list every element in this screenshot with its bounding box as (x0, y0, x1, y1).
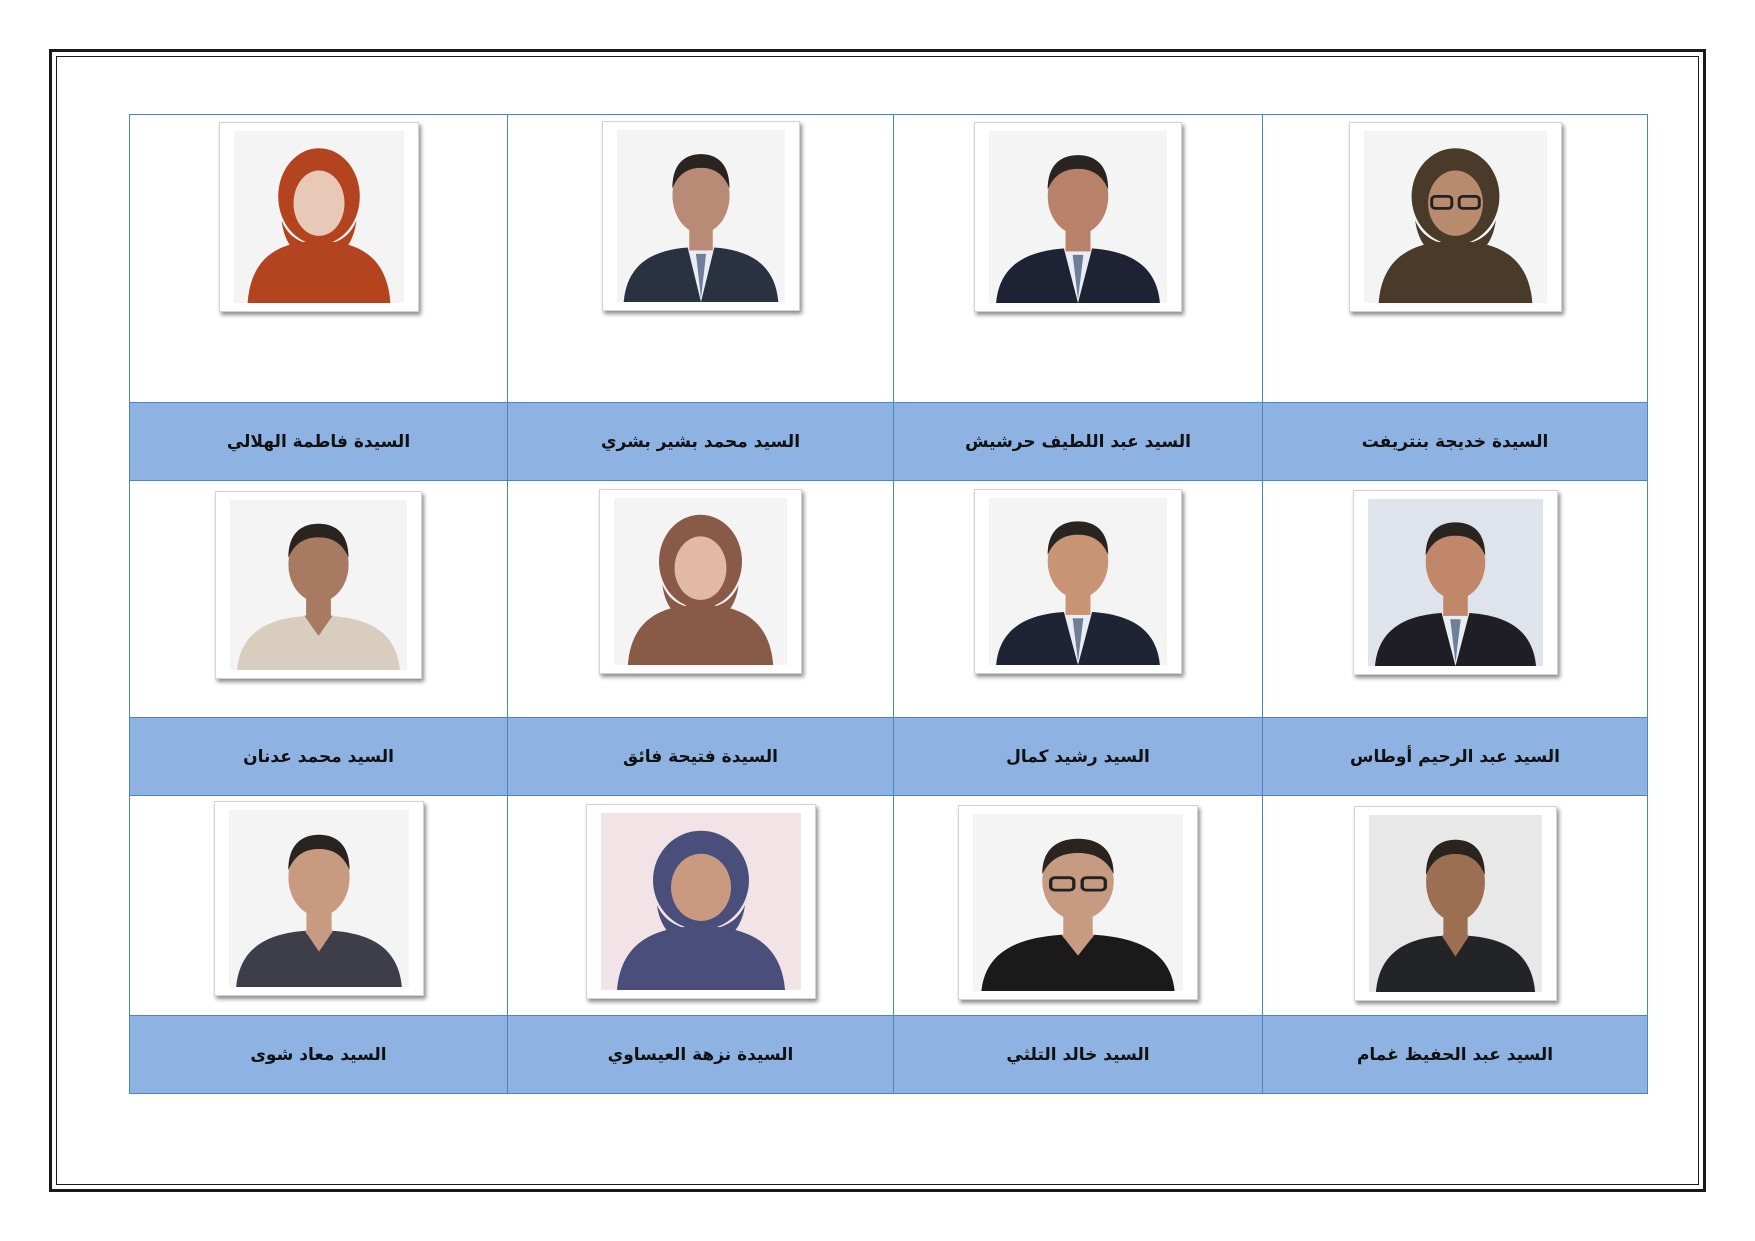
member-name: السيدة فاطمة الهلالي (226, 431, 411, 452)
photo-frame (1354, 806, 1557, 1001)
photo-cell (508, 481, 894, 718)
woman-hijab-portrait-icon (601, 813, 801, 990)
photo-cell (1263, 796, 1648, 1016)
man-glasses-portrait-icon (973, 814, 1183, 991)
name-cell (894, 1016, 1263, 1094)
man-suit-portrait-icon (989, 498, 1167, 665)
member-name: السيد معاد شوى (250, 1044, 387, 1065)
photo-cell (1263, 115, 1648, 403)
members-grid (129, 114, 1648, 1094)
man-suit-portrait-icon (989, 131, 1167, 303)
name-cell (130, 718, 508, 796)
member-name: السيد عبد اللطيف حرشيش (965, 431, 1191, 452)
member-name: السيدة فتيحة فائق (623, 746, 778, 767)
name-cell (508, 403, 894, 481)
photo-frame (219, 122, 419, 312)
photo-frame (599, 489, 802, 674)
photo-row (130, 115, 1648, 403)
photo-cell (894, 796, 1263, 1016)
name-cell (508, 1016, 894, 1094)
member-name: السيدة خديجة بنتريفت (1361, 431, 1549, 452)
photo-row (130, 481, 1648, 718)
photo-cell (130, 115, 508, 403)
photo-cell (508, 115, 894, 403)
photo-frame (1349, 122, 1562, 312)
photo-frame (215, 491, 422, 679)
name-cell (1263, 718, 1648, 796)
name-row (130, 1016, 1648, 1094)
name-cell (894, 403, 1263, 481)
photo-frame (974, 489, 1182, 674)
member-name: السيد محمد عدنان (243, 746, 394, 767)
name-cell (1263, 403, 1648, 481)
woman-hijab-glasses-portrait-icon (1364, 131, 1547, 303)
member-name: السيد عبد الرحيم أوطاس (1350, 746, 1560, 767)
name-cell (1263, 1016, 1648, 1094)
photo-row (130, 796, 1648, 1016)
man-suit-portrait-icon (1368, 499, 1543, 666)
name-cell (130, 1016, 508, 1094)
photo-frame (1353, 490, 1558, 675)
man-shirt-portrait-icon (230, 500, 407, 670)
man-shirt-portrait-icon (1369, 815, 1542, 992)
member-name: السيد رشيد كمال (1006, 746, 1150, 767)
photo-cell (508, 796, 894, 1016)
photo-frame (602, 121, 800, 311)
member-name: السيد خالد التلثي (1006, 1044, 1150, 1065)
member-name: السيد محمد بشير بشري (600, 431, 801, 452)
name-cell (508, 718, 894, 796)
photo-frame (586, 804, 816, 999)
member-name: السيد عبد الحفيظ غمام (1356, 1044, 1554, 1065)
name-cell (130, 403, 508, 481)
member-name: السيدة نزهة العيساوي (607, 1044, 794, 1065)
name-row (130, 718, 1648, 796)
photo-frame (214, 801, 424, 996)
man-suit-portrait-icon (617, 130, 785, 302)
name-row (130, 403, 1648, 481)
woman-hijab-portrait-icon (614, 498, 787, 665)
photo-cell (894, 481, 1263, 718)
photo-cell (1263, 481, 1648, 718)
photo-cell (894, 115, 1263, 403)
man-shirt-portrait-icon (229, 810, 409, 987)
photo-cell (130, 796, 508, 1016)
photo-cell (130, 481, 508, 718)
photo-frame (958, 805, 1198, 1000)
name-cell (894, 718, 1263, 796)
photo-frame (974, 122, 1182, 312)
woman-hijab-portrait-icon (234, 131, 404, 303)
